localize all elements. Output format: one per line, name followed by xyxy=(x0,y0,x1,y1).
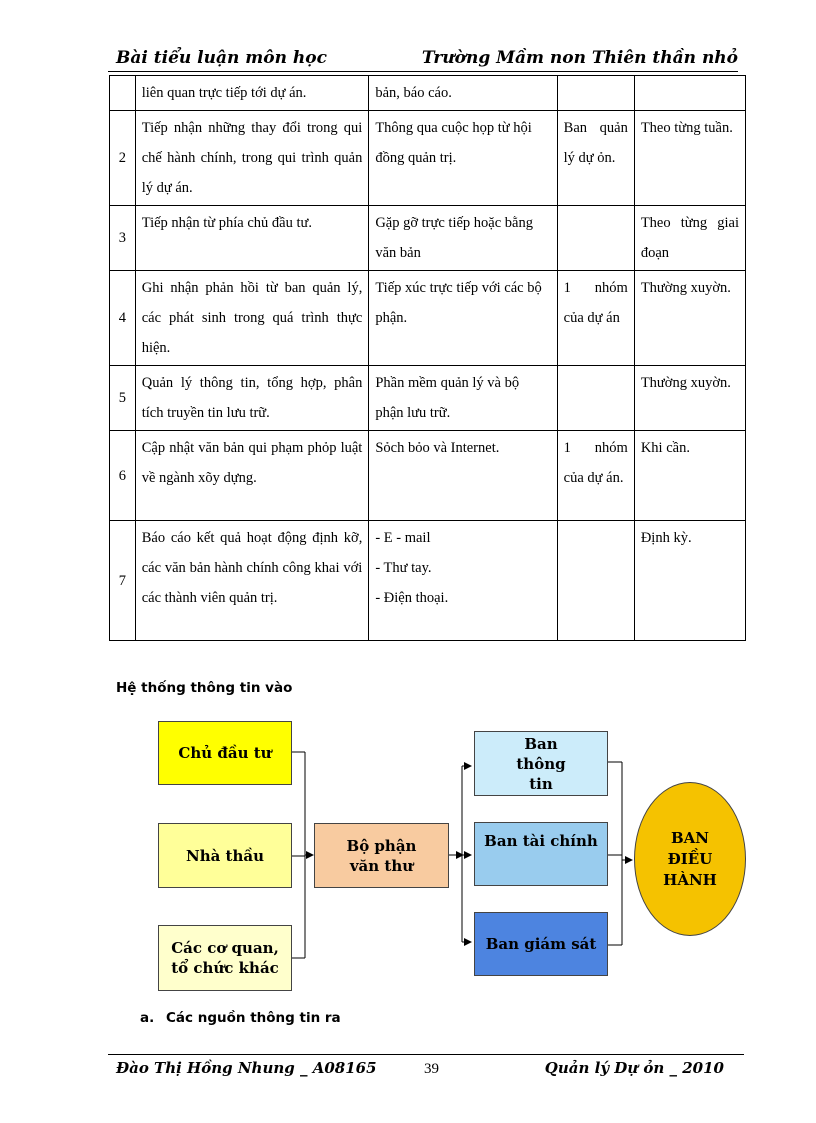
method-line: - E - mail xyxy=(375,530,431,546)
source-agencies-label: Các cơ quan, tổ chức khác xyxy=(171,939,279,977)
row-frequency: Theo từng tuần. xyxy=(634,111,745,206)
row-number: 7 xyxy=(110,521,136,641)
diagram-heading: Hệ thống thông tin vào xyxy=(116,680,293,696)
management-board-ellipse xyxy=(634,782,746,936)
dept-supervision-label: Ban giám sát xyxy=(485,935,597,953)
row-number: 4 xyxy=(110,271,136,366)
row-content: Ghi nhận phản hồi từ ban quản lý, các phát sinh trong quá trình thực hiện. xyxy=(135,271,369,366)
dept-information-box xyxy=(474,731,608,796)
footer-author: Đào Thị Hồng Nhung _ A08165 xyxy=(116,1059,377,1077)
subheading-letter: a. xyxy=(140,1010,155,1026)
dept-information-label: Ban thông tin xyxy=(516,734,566,793)
row-frequency: Định kỳ. xyxy=(634,521,745,641)
method-line: - Thư tay. xyxy=(375,560,432,576)
row-frequency: Thường xuyờn. xyxy=(634,366,745,431)
row-number: 5 xyxy=(110,366,136,431)
footer-rule xyxy=(108,1054,744,1055)
row-frequency: Khi cần. xyxy=(634,431,745,521)
row-responsible: Ban quản lý dự ỏn. xyxy=(557,111,634,206)
row-method: Gặp gỡ trực tiếp hoặc bằng văn bản xyxy=(369,206,557,271)
row-content: Cập nhật văn bản qui phạm phỏp luật về ngành xõy dựng. xyxy=(135,431,369,521)
row-content: Tiếp nhận những thay đổi trong qui chế hành chính, trong qui trình quản lý dự án. xyxy=(135,111,369,206)
row-responsible: 1 nhóm của dự án xyxy=(557,271,634,366)
row-content: Quản lý thông tin, tổng hợp, phân tích truyền tin lưu trữ. xyxy=(135,366,369,431)
header-school-name: Trường Mầm non Thiên thần nhỏ xyxy=(421,48,738,68)
row-number: 2 xyxy=(110,111,136,206)
method-line: - Điện thoại. xyxy=(375,590,449,606)
row-method: Thông qua cuộc họp từ hội đồng quản trị. xyxy=(369,111,557,206)
dept-finance-label: Ban tài chính xyxy=(484,832,598,850)
source-contractor-box xyxy=(158,823,292,888)
dept-supervision-box xyxy=(474,912,608,976)
row-responsible: 1 nhóm của dự án. xyxy=(557,431,634,521)
page-footer xyxy=(108,1050,744,1080)
row-method: Tiếp xúc trực tiếp với các bộ phận. xyxy=(369,271,557,366)
row-method: Phần mềm quản lý và bộ phận lưu trữ. xyxy=(369,366,557,431)
management-board-label: BAN ĐIỀU HÀNH xyxy=(663,828,717,889)
row-frequency: Thường xuyờn. xyxy=(634,271,745,366)
source-investor-box xyxy=(158,721,292,785)
subheading-text: Các nguồn thông tin ra xyxy=(166,1010,341,1026)
clerical-dept-box xyxy=(314,823,449,888)
header-course-title: Bài tiểu luận môn học xyxy=(116,48,327,68)
source-agencies-box xyxy=(158,925,292,991)
row-content: liên quan trực tiếp tới dự án. xyxy=(135,76,369,111)
source-contractor-label: Nhà thầu xyxy=(185,846,265,865)
row-method: Sỏch bỏo và Internet. xyxy=(369,431,557,521)
subheading xyxy=(140,1010,341,1026)
footer-subject: Quản lý Dự ỏn _ 2010 xyxy=(544,1059,724,1077)
row-content: Báo cáo kết quả hoạt động định kỡ, các văn bản hành chính công khai với các thành viên quản trị. xyxy=(135,521,369,641)
row-method: bản, báo cáo. xyxy=(369,76,557,111)
dept-finance-box xyxy=(474,822,608,886)
row-number: 6 xyxy=(110,431,136,521)
row-content: Tiếp nhận từ phía chủ đầu tư. xyxy=(135,206,369,271)
clerical-dept-label: Bộ phận văn thư xyxy=(346,836,417,875)
page-number: 39 xyxy=(424,1061,439,1077)
row-frequency: Theo từng giai đoạn xyxy=(634,206,745,271)
source-investor-label: Chủ đầu tư xyxy=(178,744,272,762)
row-number: 3 xyxy=(110,206,136,271)
